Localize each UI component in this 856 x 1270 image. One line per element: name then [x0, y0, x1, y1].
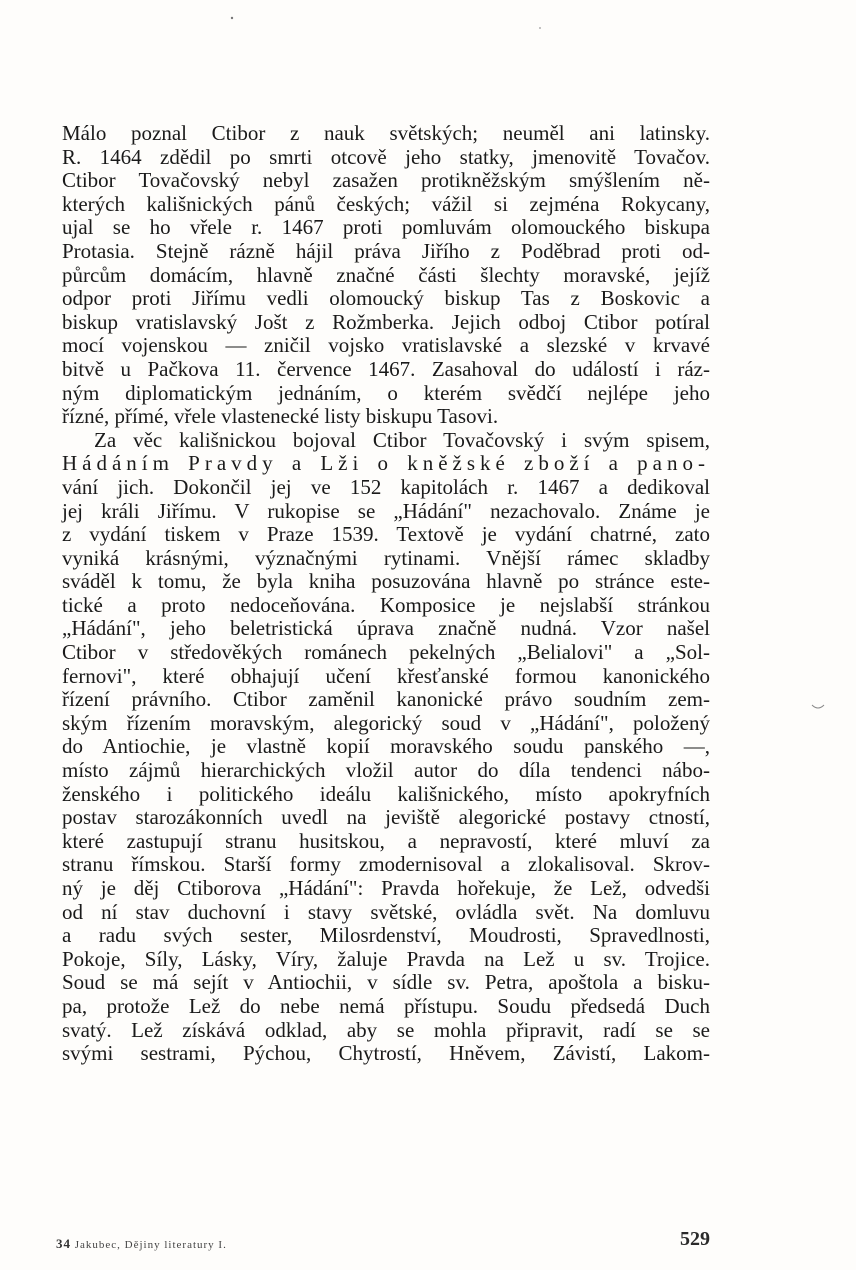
- text-line: ný je děj Ctiborova „Hádání": Pravda hořekuje, že Lež, odvedši: [62, 876, 710, 900]
- text-line: půrcům domácím, hlavně značné části šlechty moravské, jejíž: [62, 262, 710, 287]
- dust-speck: [539, 27, 541, 29]
- text-line: bitvě u Pačkova 11. července 1467. Zasahoval do událostí i ráz-: [62, 356, 710, 381]
- text-line: z vydání tiskem v Praze 1539. Textově je vydání chatrné, zato: [62, 522, 710, 547]
- text-line: do Antiochie, je vlastně kopií moravského soudu panského —,: [62, 734, 710, 759]
- text-line: Protasia. Stejně rázně hájil práva Jiřího z Poděbrad proti od-: [62, 238, 710, 263]
- signature-number: 34: [56, 1236, 71, 1251]
- text-line: pa, protože Lež do nebe nemá přístupu. Soudu předsedá Duch: [62, 993, 710, 1018]
- text-line: postav starozákonních uvedl na jeviště alegorické postavy ctností,: [62, 805, 710, 830]
- text-line: ujal se ho vřele r. 1467 proti pomluvám olomouckého biskupa: [62, 215, 710, 240]
- text-line: svými sestrami, Pýchou, Chytrostí, Hněvem, Závistí, Lakom-: [62, 1041, 710, 1066]
- text-line: Ctibor v středověkých románech pekelných „Belialovi" a „Sol-: [62, 640, 710, 665]
- text-line: a radu svých sester, Milosrdenství, Moudrosti, Spravedlnosti,: [62, 923, 710, 948]
- text-line: fernovi", které obhajují učení křesťanské formou kanonického: [62, 663, 710, 688]
- text-line: ženského i politického ideálu kališnického, místo apokryfních: [62, 781, 710, 806]
- text-line: které zastupují stranu husitskou, a nepravostí, které mluví za: [62, 828, 710, 853]
- text-line: kterých kališnických pánů českých; vážil si zejména Rokycany,: [62, 191, 710, 216]
- text-line: odpor proti Jiřímu vedli olomoucký biskup Tas z Boskovic a: [62, 286, 710, 311]
- text-line: ným diplomatickým jednáním, o kterém svědčí nejlépe jeho: [62, 380, 710, 405]
- page-number: 529: [680, 1228, 710, 1250]
- text-line: vání jich. Dokončil jej ve 152 kapitolách r. 1467 a dedikoval: [62, 474, 710, 499]
- text-line: řízení právního. Ctibor zaměnil kanonické právo soudním zem-: [62, 687, 710, 712]
- text-line: „Hádání", jeho beletristická úprava značně nudná. Vzor našel: [62, 616, 710, 641]
- text-line: tické a proto nedoceňována. Komposice je nejslabší stránkou: [62, 592, 710, 617]
- text-line: jej králi Jiřímu. V rukopise se „Hádání" nezachovalo. Známe je: [62, 498, 710, 523]
- text-line: řízné, přímé, vřele vlastenecké listy biskupu Tasovi.: [62, 404, 499, 429]
- text-line: místo zájmů hierarchických vložil autor do díla tendenci nábo-: [62, 758, 710, 783]
- text-line: vyniká krásnými, význačnými rytinami. Vnější rámec skladby: [62, 545, 710, 570]
- text-line: svatý. Lež získává odklad, aby se mohla připravit, radí se se: [62, 1017, 710, 1042]
- text-line: od ní stav duchovní i stavy světské, ovládla svět. Na domluvu: [62, 899, 710, 924]
- margin-mark: [812, 705, 824, 708]
- text-line: sváděl k tomu, že byla kniha posuzována hlavně po stránce este-: [62, 569, 710, 594]
- text-line: R. 1464 zdědil po smrti otcově jeho statky, jmenovitě Tovačov.: [62, 144, 710, 169]
- text-line: biskup vratislavský Jošt z Rožmberka. Jejich odboj Ctibor potíral: [62, 309, 710, 334]
- book-title-line: Hádáním Pravdy a Lži o kněžské zboží a pano-: [62, 451, 710, 476]
- text-line: Za věc kališnickou bojoval Ctibor Tovačovský i svým spisem,: [94, 427, 710, 452]
- signature-text: Jakubec, Dějiny literatury I.: [74, 1239, 227, 1251]
- text-line: ským řízením moravským, alegorický soud v „Hádání", položený: [62, 710, 710, 735]
- text-line: Ctibor Tovačovský nebyl zasažen protikněžským smýšlením ně-: [62, 168, 710, 193]
- dust-speck: [231, 17, 233, 19]
- text-line: Málo poznal Ctibor z nauk světských; neuměl ani latinsky.: [62, 121, 710, 145]
- text-line: mocí vojenskou — zničil vojsko vratislavské a slezské v krvavé: [62, 333, 710, 358]
- text-line: Pokoje, Síly, Lásky, Víry, žaluje Pravda na Lež u sv. Trojice.: [62, 946, 710, 971]
- text-line: stranu římskou. Starší formy zmodernisoval a zlokalisoval. Skrov-: [62, 852, 710, 877]
- text-line: Soud se má sejít v Antiochii, v sídle sv. Petra, apoštola a bisku-: [62, 970, 710, 995]
